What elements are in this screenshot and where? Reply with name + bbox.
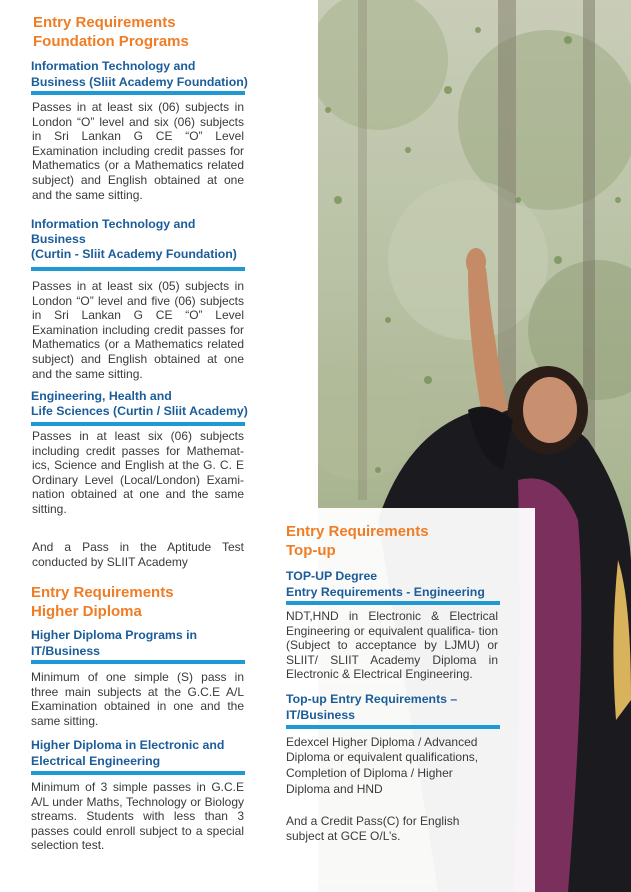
topup-it-body-line3: Completion of Diploma / Higher [286, 766, 453, 780]
topup-eng-title-line2: Entry Requirements - Engineering [286, 585, 485, 599]
topup-eng-title-line1: TOP-UP Degree [286, 569, 378, 583]
topup-it-body-line1: Edexcel Higher Diploma / Advanced [286, 735, 478, 749]
higher-diploma-heading-line2: Higher Diploma [31, 603, 142, 620]
eng-title-line2: Life Sciences (Curtin / Sliit Academy) [31, 404, 248, 418]
topup-eng-body: NDT,HND in Electronic & Electrical Engineering or equivalent qualifica- tion (Subject to acceptance by LJMU) or SLIIT/ SLIIT Academy Diploma in Electronic & Electrical Engineering. [286, 609, 498, 682]
accent-bar [31, 422, 245, 426]
eng-title-line1: Engineering, Health and [31, 389, 172, 403]
topup-it-title-line1: Top-up Entry Requirements – [286, 692, 458, 706]
accent-bar [31, 267, 245, 271]
accent-bar [286, 601, 500, 605]
eng-aptitude: And a Pass in the Aptitude Test conducted by SLIIT Academy [32, 540, 244, 569]
topup-it-title-line2: IT/Business [286, 708, 356, 722]
topup-it-body-line4: Diploma and HND [286, 782, 383, 796]
accent-bar [286, 725, 500, 729]
hd-it-body: Minimum of one simple (S) pass in three main subjects at the G.C.E A/L Examination obtained in one and the same sitting. [31, 670, 244, 728]
it-curtin-title-line1: Information Technology and [31, 217, 196, 231]
foundation-heading-line2: Foundation Programs [33, 33, 189, 50]
topup-heading-line2: Top-up [286, 542, 336, 559]
topup-credit-line2: subject at GCE O/L’s. [286, 829, 401, 843]
topup-heading-line1: Entry Requirements [286, 523, 429, 540]
higher-diploma-heading-line1: Entry Requirements [31, 584, 174, 601]
foundation-heading-line1: Entry Requirements [33, 14, 176, 31]
accent-bar [31, 91, 245, 95]
it-curtin-title-line2: Business [31, 232, 86, 246]
eng-body: Passes in at least six (06) subjects including credit passes for Mathemat- ics, Science and English at the G. C. E Ordinary Level (Local/London) Exami- nation obtained at one and the same sitting. [32, 429, 244, 516]
accent-bar [31, 660, 245, 664]
hd-electronic-title-line1: Higher Diploma in Electronic and [31, 738, 225, 752]
it-curtin-body: Passes in at least six (05) subjects in London “O” level and five (06) subjects in Sri Lankan G CE “O” Level Examination including credit passes for Mathematics (or a Mathematics related subject) and English obtained at one and the same sitting. [32, 279, 244, 381]
accent-bar [31, 771, 245, 775]
topup-credit-line1: And a Credit Pass(C) for English [286, 814, 460, 828]
it-sliit-body: Passes in at least six (06) subjects in London “O” level and six (06) subjects in Sri Lankan G CE “O” Level Examination including credit passes for Mathematics (or a Mathematics related subject) and English obtained at one and the same sitting. [32, 100, 244, 202]
hd-it-title-line2: IT/Business [31, 644, 101, 658]
it-curtin-title-line3: (Curtin - Sliit Academy Foundation) [31, 247, 237, 261]
topup-it-body-line2: Diploma or equivalent qualifications, [286, 750, 479, 764]
hd-electronic-body: Minimum of 3 simple passes in G.C.E A/L under Maths, Technology or Biology streams. Students with less than 3 passes could enroll subject to a special selection test. [31, 780, 244, 853]
hd-it-title-line1: Higher Diploma Programs in [31, 628, 198, 642]
it-sliit-title: Information Technology and Business (Sliit Academy Foundation) [31, 59, 248, 89]
hd-electronic-title-line2: Electrical Engineering [31, 754, 161, 768]
